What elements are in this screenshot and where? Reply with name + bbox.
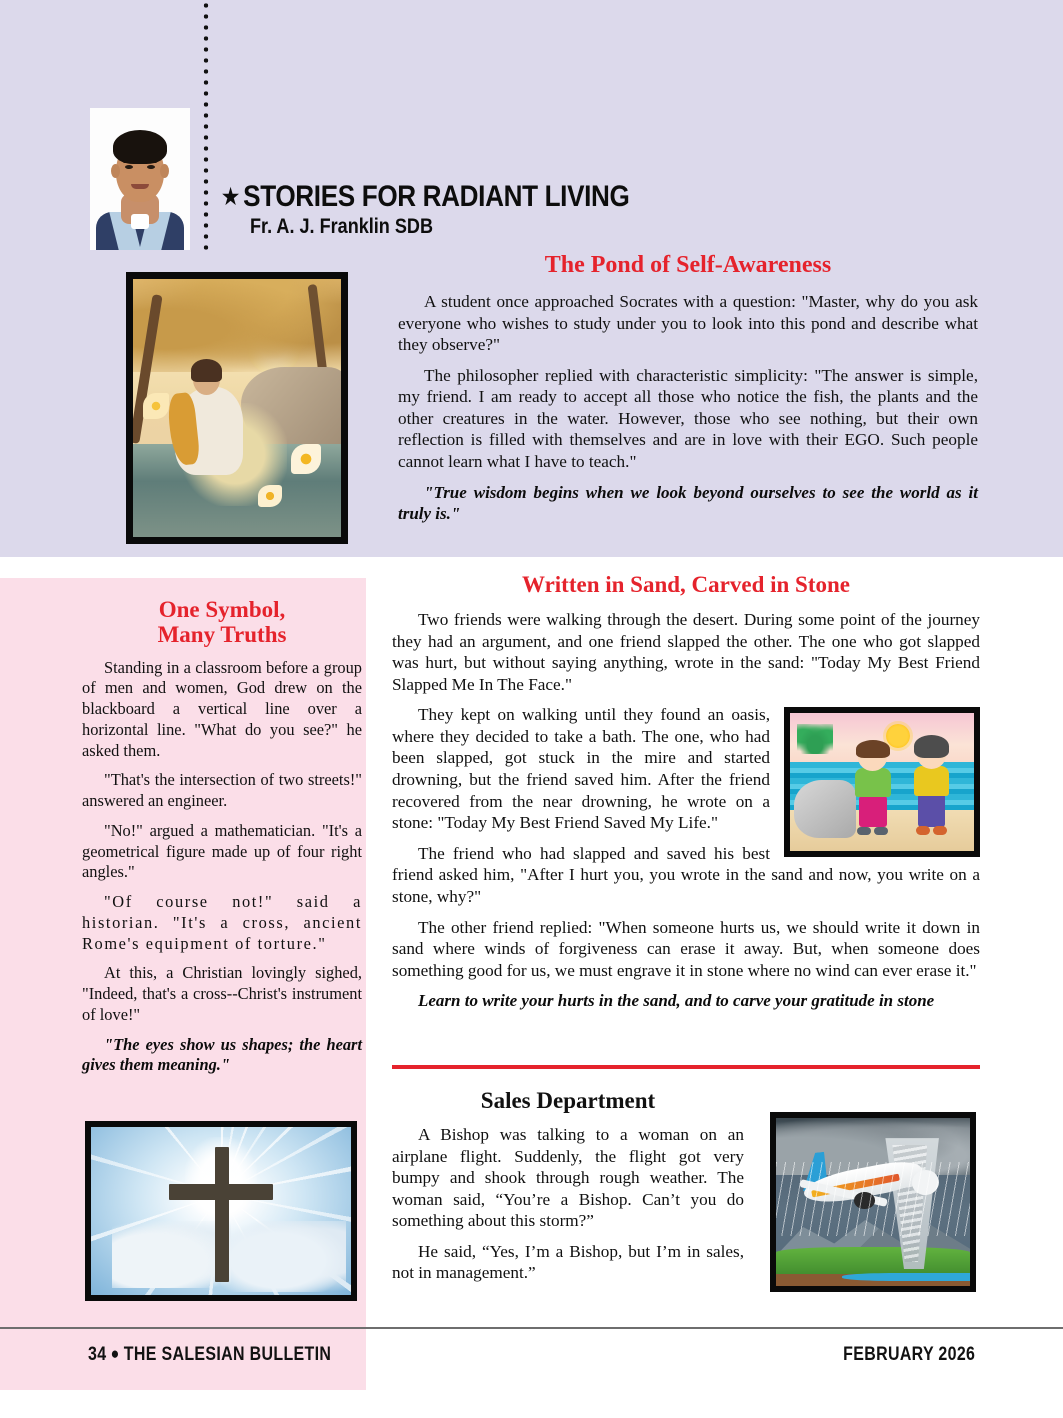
article-paragraph: The friend who had slapped and saved his best friend asked him, "After I hurt you, you wrote in the sand and now, you write on a stone, why?": [392, 843, 980, 906]
article-paragraph: A Bishop was talking to a woman on an airplane flight. Suddenly, the flight got very bumpy and shook through rough weather. The woman said, “You’re a Bishop. Can’t you do something about this storm?”: [392, 1125, 744, 1231]
article-moral: "The eyes show us shapes; the heart gives them meaning.": [82, 1034, 362, 1075]
column-author: Fr. A. J. Franklin SDB: [250, 215, 433, 238]
article-paragraph: Two friends were walking through the desert. During some point of the journey they had an argument, and one friend slapped the other. The one who got slapped was hurt, but without saying anything, wrote in the sand: "Today My Best Friend Slapped Me In The Face.": [392, 610, 980, 694]
star-icon: ★: [222, 184, 239, 209]
masthead: [222, 182, 742, 237]
article-headline: Sales Department: [480, 1088, 656, 1113]
article-paragraph: Standing in a classroom before a group of men and women, God drew on the blackboard a vertical line over a horizontal line. "What do you see?" he asked them.: [82, 657, 362, 760]
beach-friends-illustration: [784, 707, 980, 857]
storm-airplane-illustration: [770, 1112, 976, 1292]
article-paragraph: The philosopher replied with characteristic simplicity: "The answer is simple, my friend. I am ready to accept all those who notice the fish, the plants and the other creatures in the water. However, those who see nothing, but their own reflection is filled with themselves and are in love with their EGO. Such people cannot learn what I have to teach.": [398, 365, 978, 472]
column-title: [222, 182, 674, 212]
article-pond-of-self-awareness: [398, 252, 978, 524]
bullet-dot-icon: ●: [110, 1344, 120, 1363]
article-paragraph: He said, “Yes, I’m a Bishop, but I’m in sales, not in management.”: [392, 1241, 744, 1283]
cross-vertical-beam: [215, 1147, 229, 1281]
article-paragraph: "No!" argued a mathematician. "It's a geometrical figure made up of four right angles.": [82, 820, 362, 882]
red-section-divider: [392, 1065, 980, 1069]
article-paragraph: They kept on walking until they found an oasis, where they decided to take a bath. The one, who had been slapped, got stuck in the mire and started drowning, but the friend saved him. After the friend recovered from the near drowning, he wrote on a stone: "Today My Best Friend Saved My Life.": [392, 705, 770, 833]
article-paragraph: A student once approached Socrates with a question: "Master, why do you ask everyone who wishes to study under you to look into this pond and describe what they observe?": [398, 292, 978, 355]
column-title-text: STORIES FOR RADIANT LIVING: [243, 180, 630, 213]
page-number: 34: [88, 1344, 107, 1365]
footer-divider-rule: [0, 1327, 1063, 1329]
headline-line-1: One Symbol,: [158, 597, 286, 622]
pond-illustration: [126, 272, 348, 544]
article-one-symbol-many-truths: [82, 598, 362, 1076]
article-headline: [82, 598, 362, 648]
article-paragraph: At this, a Christian lovingly sighed, "Indeed, that's a cross--Christ's instrument of love!": [82, 963, 362, 1024]
footer-publication-info: [88, 1344, 331, 1366]
dotted-vertical-divider: [203, 0, 209, 252]
headline-line-2: Many Truths: [157, 621, 287, 647]
article-moral: "True wisdom begins when we look beyond ourselves to see the world as it truly is.": [398, 482, 978, 524]
author-portrait-photo: [90, 108, 190, 250]
article-paragraph: The other friend replied: "When someone hurts us, we should write it down in sand where winds of forgiveness can erase it away. But, when someone does something good for us, we must engrave it in stone where no wind can ever erase it.": [392, 917, 980, 980]
cross-illustration: [85, 1121, 357, 1301]
article-headline: Written in Sand, Carved in Stone: [521, 572, 850, 597]
article-paragraph: "That's the intersection of two streets!" answered an engineer.: [82, 770, 362, 811]
article-written-in-sand-carved-in-stone: [392, 572, 980, 1012]
article-paragraph: "Of course not!" said a historian. "It's a cross, ancient Rome's equipment of torture.": [82, 892, 362, 953]
article-headline: The Pond of Self-Awareness: [544, 252, 832, 278]
footer-issue-date: FEBRUARY 2026: [842, 1344, 975, 1365]
article-moral: Learn to write your hurts in the sand, and to carve your gratitude in stone: [418, 991, 935, 1011]
publication-name: THE SALESIAN BULLETIN: [123, 1344, 332, 1365]
cross-horizontal-beam: [169, 1184, 273, 1200]
